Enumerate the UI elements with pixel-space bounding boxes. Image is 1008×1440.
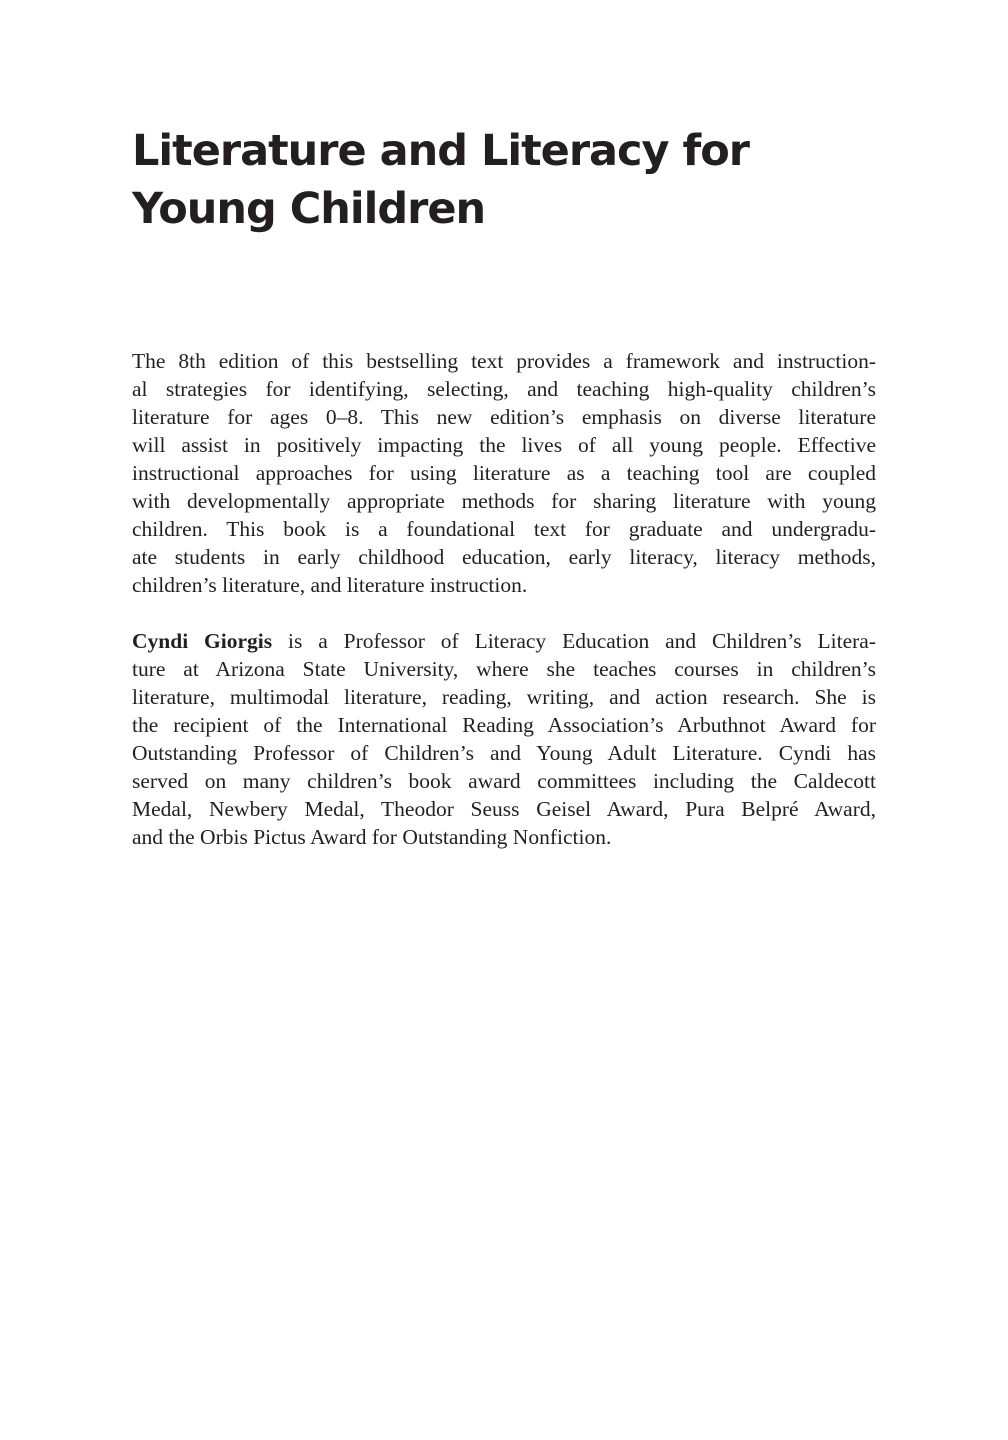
book-description-paragraph [132, 347, 876, 599]
author-bio-paragraph [132, 627, 876, 851]
description-line: children. This book is a foundational text for graduate and undergradu- [132, 517, 876, 541]
description-line: ate students in early childhood education, early literacy, literacy methods, [132, 545, 876, 569]
description-line: The 8th edition of this bestselling text provides a framework and instruction- [132, 349, 876, 373]
book-title-line-2: Young Children [132, 184, 486, 234]
description-line: al strategies for identifying, selecting, and teaching high-quality children’s [132, 377, 876, 401]
book-title [132, 122, 892, 238]
author-bio-first-line [132, 627, 876, 655]
author-bio-line: Medal, Newbery Medal, Theodor Seuss Geisel Award, Pura Belpré Award, [132, 797, 876, 821]
author-bio-line: ture at Arizona State University, where she teaches courses in children’s [132, 657, 876, 681]
body-text [132, 347, 876, 879]
book-title-line-1: Literature and Literacy for [132, 126, 749, 176]
description-line: literature for ages 0–8. This new edition’s emphasis on diverse literature [132, 405, 876, 429]
description-line: will assist in positively impacting the lives of all young people. Effective [132, 433, 876, 457]
author-bio-line: literature, multimodal literature, reading, writing, and action research. She is [132, 685, 876, 709]
author-bio-line: Outstanding Professor of Children’s and Young Adult Literature. Cyndi has [132, 741, 876, 765]
author-name: Cyndi Giorgis [132, 629, 273, 653]
author-bio-line: the recipient of the International Reading Association’s Arbuthnot Award for [132, 713, 876, 737]
description-line: with developmentally appropriate methods for sharing literature with young [132, 489, 876, 513]
author-bio-line: served on many children’s book award committees including the Caldecott [132, 769, 876, 793]
author-bio-first-line-text: is a Professor of Literacy Education and Children’s Litera- [272, 629, 876, 653]
description-line: children’s literature, and literature instruction. [132, 573, 528, 597]
author-bio-line: and the Orbis Pictus Award for Outstanding Nonfiction. [132, 825, 612, 849]
description-line: instructional approaches for using literature as a teaching tool are coupled [132, 461, 876, 485]
